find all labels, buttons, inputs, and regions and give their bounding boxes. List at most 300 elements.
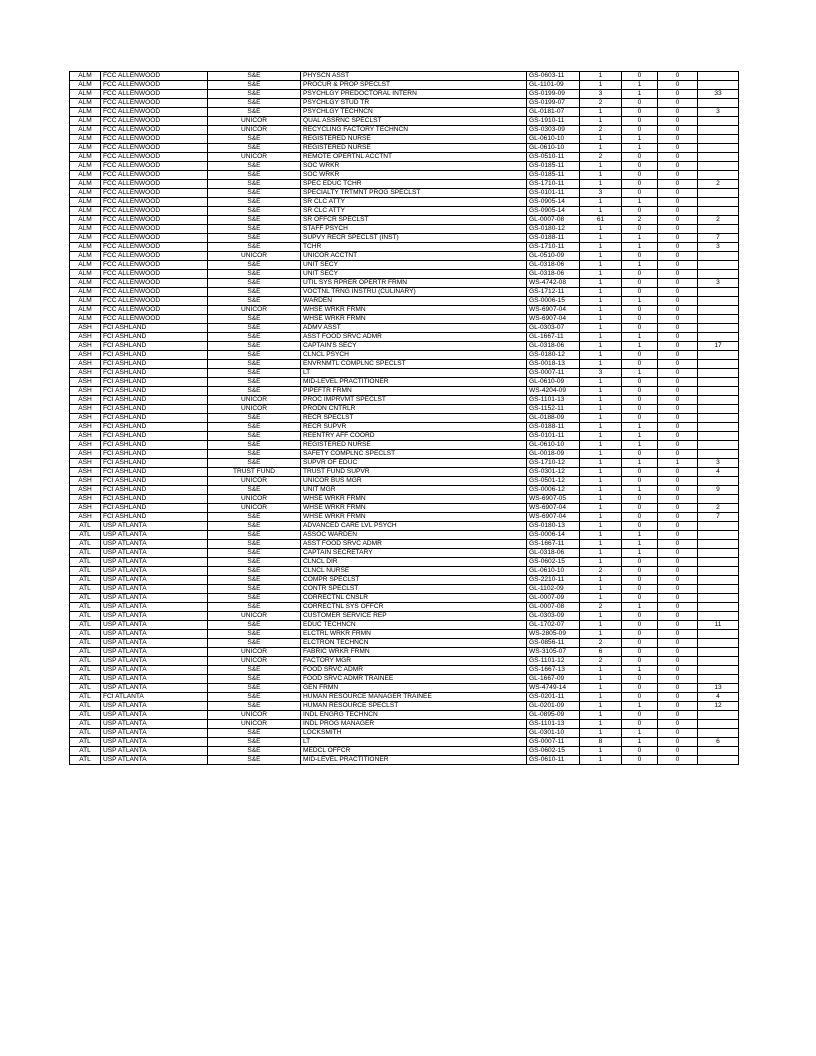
count-d-cell [698,477,739,486]
grade-cell: GS-0603-11 [527,72,580,81]
position-title-cell: TRUST FUND SUPVR [301,468,527,477]
count-d-cell [698,630,739,639]
count-b-cell: 0 [622,279,658,288]
count-b-cell: 1 [622,81,658,90]
count-d-cell: 2 [698,180,739,189]
count-a-cell: 1 [580,396,622,405]
count-d-cell: 4 [698,693,739,702]
count-a-cell: 1 [580,198,622,207]
grade-cell: GL-0895-09 [527,711,580,720]
count-a-cell: 1 [580,387,622,396]
count-a-cell: 1 [580,702,622,711]
fund-type-cell: S&E [208,90,301,99]
count-c-cell: 0 [658,297,698,306]
count-d-cell: 12 [698,702,739,711]
count-a-cell: 1 [580,729,622,738]
count-d-cell [698,558,739,567]
location-code-cell: ASH [70,441,101,450]
institution-cell: FCI ASHLAND [101,450,208,459]
fund-type-cell: S&E [208,342,301,351]
grade-cell: GL-0318-06 [527,342,580,351]
count-d-cell [698,666,739,675]
fund-type-cell: S&E [208,576,301,585]
institution-cell: FCI ASHLAND [101,513,208,522]
count-a-cell: 1 [580,630,622,639]
grade-cell: GS-1101-12 [527,657,580,666]
count-a-cell: 1 [580,558,622,567]
count-a-cell: 1 [580,531,622,540]
count-c-cell: 0 [658,567,698,576]
count-a-cell: 1 [580,711,622,720]
table-row [70,99,739,108]
location-code-cell: ATL [70,612,101,621]
count-b-cell: 0 [622,207,658,216]
count-a-cell: 1 [580,180,622,189]
count-b-cell: 0 [622,711,658,720]
count-b-cell: 1 [622,738,658,747]
fund-type-cell: S&E [208,567,301,576]
location-code-cell: ALM [70,162,101,171]
table-row [70,315,739,324]
table-row [70,702,739,711]
institution-cell: FCI ASHLAND [101,333,208,342]
count-d-cell [698,333,739,342]
fund-type-cell: UNICOR [208,477,301,486]
institution-cell: FCC ALLENWOOD [101,234,208,243]
count-d-cell [698,72,739,81]
count-d-cell [698,369,739,378]
grade-cell: WS-4204-09 [527,387,580,396]
count-a-cell: 1 [580,468,622,477]
institution-cell: FCC ALLENWOOD [101,216,208,225]
location-code-cell: ASH [70,495,101,504]
position-title-cell: LT [301,738,527,747]
fund-type-cell: S&E [208,738,301,747]
institution-cell: FCC ALLENWOOD [101,207,208,216]
count-d-cell: 11 [698,621,739,630]
grade-cell: GS-1152-11 [527,405,580,414]
count-b-cell: 0 [622,351,658,360]
position-title-cell: MID-LEVEL PRACTITIONER [301,378,527,387]
institution-cell: USP ATLANTA [101,738,208,747]
count-d-cell [698,126,739,135]
location-code-cell: ALM [70,261,101,270]
count-b-cell: 0 [622,306,658,315]
fund-type-cell: S&E [208,684,301,693]
count-b-cell: 0 [622,405,658,414]
location-code-cell: ATL [70,549,101,558]
count-d-cell [698,432,739,441]
institution-cell: USP ATLANTA [101,549,208,558]
count-a-cell: 1 [580,459,622,468]
institution-cell: USP ATLANTA [101,540,208,549]
count-b-cell: 1 [622,666,658,675]
table-row [70,90,739,99]
location-code-cell: ALM [70,207,101,216]
institution-cell: FCI ASHLAND [101,468,208,477]
count-d-cell [698,396,739,405]
count-a-cell: 1 [580,576,622,585]
count-c-cell: 0 [658,432,698,441]
location-code-cell: ALM [70,90,101,99]
position-title-cell: UNICOR ACCTNT [301,252,527,261]
count-d-cell [698,297,739,306]
count-b-cell: 0 [622,72,658,81]
table-row [70,297,739,306]
count-b-cell: 1 [622,333,658,342]
position-title-cell: REGISTERED NURSE [301,144,527,153]
position-title-cell: CAPTAIN SECRETARY [301,549,527,558]
grade-cell: GS-1101-13 [527,720,580,729]
count-d-cell [698,639,739,648]
count-a-cell: 2 [580,639,622,648]
count-c-cell: 0 [658,747,698,756]
count-b-cell: 0 [622,675,658,684]
count-a-cell: 1 [580,252,622,261]
count-b-cell: 0 [622,756,658,765]
table-row [70,126,739,135]
institution-cell: FCC ALLENWOOD [101,180,208,189]
count-b-cell: 1 [622,441,658,450]
institution-cell: FCI ASHLAND [101,441,208,450]
count-b-cell: 0 [622,126,658,135]
institution-cell: FCC ALLENWOOD [101,72,208,81]
grade-cell: GS-0185-11 [527,171,580,180]
table-row [70,414,739,423]
count-a-cell: 1 [580,540,622,549]
location-code-cell: ALM [70,225,101,234]
table-row [70,72,739,81]
count-d-cell [698,522,739,531]
location-code-cell: ALM [70,252,101,261]
fund-type-cell: S&E [208,162,301,171]
count-b-cell: 0 [622,270,658,279]
fund-type-cell: UNICOR [208,405,301,414]
fund-type-cell: S&E [208,216,301,225]
count-d-cell [698,171,739,180]
position-title-cell: ASSOC WARDEN [301,531,527,540]
grade-cell: GL-0610-10 [527,441,580,450]
position-title-cell: EDUC TECHNCN [301,621,527,630]
fund-type-cell: S&E [208,594,301,603]
position-title-cell: GEN FRMN [301,684,527,693]
table-row [70,198,739,207]
table-row [70,684,739,693]
table-row [70,378,739,387]
count-d-cell [698,657,739,666]
grade-cell: GS-1710-11 [527,180,580,189]
position-title-cell: CAPTAIN'S SECY [301,342,527,351]
position-title-cell: CORRECTNL CNSLR [301,594,527,603]
institution-cell: FCC ALLENWOOD [101,297,208,306]
table-row [70,360,739,369]
fund-type-cell: S&E [208,414,301,423]
fund-type-cell: S&E [208,585,301,594]
fund-type-cell: UNICOR [208,117,301,126]
location-code-cell: ASH [70,468,101,477]
position-title-cell: SPECIALTY TRTMNT PROG SPECLST [301,189,527,198]
count-c-cell: 0 [658,216,698,225]
institution-cell: FCC ALLENWOOD [101,153,208,162]
institution-cell: FCC ALLENWOOD [101,288,208,297]
count-b-cell: 0 [622,567,658,576]
count-a-cell: 1 [580,333,622,342]
count-d-cell [698,288,739,297]
count-c-cell: 0 [658,441,698,450]
fund-type-cell: S&E [208,540,301,549]
count-c-cell: 0 [658,351,698,360]
count-d-cell [698,414,739,423]
fund-type-cell: S&E [208,207,301,216]
count-d-cell: 4 [698,468,739,477]
position-title-cell: PHYSCN ASST [301,72,527,81]
fund-type-cell: UNICOR [208,495,301,504]
grade-cell: GS-0905-14 [527,198,580,207]
count-d-cell [698,711,739,720]
count-d-cell: 33 [698,90,739,99]
count-b-cell: 1 [622,342,658,351]
grade-cell: GL-0318-06 [527,270,580,279]
count-a-cell: 1 [580,324,622,333]
grade-cell: GS-0199-09 [527,90,580,99]
location-code-cell: ASH [70,432,101,441]
count-d-cell [698,405,739,414]
position-title-cell: INDL ENGRG TECHNCN [301,711,527,720]
count-a-cell: 1 [580,450,622,459]
count-d-cell [698,531,739,540]
count-b-cell: 0 [622,468,658,477]
count-a-cell: 1 [580,351,622,360]
grade-cell: GS-0007-11 [527,369,580,378]
institution-cell: FCC ALLENWOOD [101,108,208,117]
fund-type-cell: S&E [208,297,301,306]
count-b-cell: 1 [622,135,658,144]
count-d-cell [698,162,739,171]
location-code-cell: ATL [70,594,101,603]
grade-cell: GL-0303-09 [527,612,580,621]
count-d-cell [698,153,739,162]
count-c-cell: 0 [658,162,698,171]
position-title-cell: RECR SUPVR [301,423,527,432]
count-d-cell [698,189,739,198]
count-a-cell: 1 [580,693,622,702]
institution-cell: FCC ALLENWOOD [101,270,208,279]
count-b-cell: 0 [622,504,658,513]
location-code-cell: ALM [70,81,101,90]
count-c-cell: 0 [658,126,698,135]
count-a-cell: 1 [580,108,622,117]
count-c-cell: 0 [658,729,698,738]
institution-cell: USP ATLANTA [101,576,208,585]
table-row [70,324,739,333]
count-c-cell: 0 [658,369,698,378]
count-c-cell: 0 [658,558,698,567]
grade-cell: GS-0303-09 [527,126,580,135]
fund-type-cell: S&E [208,180,301,189]
fund-type-cell: S&E [208,675,301,684]
location-code-cell: ASH [70,351,101,360]
position-title-cell: SPEC EDUC TCHR [301,180,527,189]
count-a-cell: 1 [580,306,622,315]
fund-type-cell: S&E [208,450,301,459]
count-c-cell: 0 [658,585,698,594]
count-a-cell: 1 [580,234,622,243]
position-title-cell: FACTORY MGR [301,657,527,666]
count-c-cell: 0 [658,144,698,153]
count-b-cell: 0 [622,684,658,693]
position-title-cell: ASST FOOD SRVC ADMR [301,333,527,342]
position-title-cell: REMOTE OPERTNL ACCTNT [301,153,527,162]
count-c-cell: 0 [658,180,698,189]
position-title-cell: SOC WRKR [301,171,527,180]
location-code-cell: ATL [70,738,101,747]
count-a-cell: 2 [580,99,622,108]
location-code-cell: ALM [70,216,101,225]
count-b-cell: 0 [622,396,658,405]
count-a-cell: 2 [580,603,622,612]
table-row [70,369,739,378]
grade-cell: GS-1710-12 [527,459,580,468]
count-a-cell: 2 [580,567,622,576]
table-row [70,162,739,171]
count-a-cell: 1 [580,207,622,216]
location-code-cell: ATL [70,522,101,531]
location-code-cell: ALM [70,180,101,189]
table-row [70,189,739,198]
position-title-cell: ADMV ASST [301,324,527,333]
fund-type-cell: S&E [208,441,301,450]
count-c-cell: 0 [658,477,698,486]
count-d-cell: 9 [698,486,739,495]
count-d-cell [698,594,739,603]
count-c-cell: 0 [658,504,698,513]
count-d-cell: 6 [698,738,739,747]
grade-cell: GS-1101-13 [527,396,580,405]
fund-type-cell: UNICOR [208,504,301,513]
location-code-cell: ATL [70,702,101,711]
fund-type-cell: UNICOR [208,720,301,729]
count-a-cell: 1 [580,756,622,765]
fund-type-cell: S&E [208,72,301,81]
count-a-cell: 2 [580,126,622,135]
grade-cell: WS-6907-04 [527,315,580,324]
institution-cell: FCI ATLANTA [101,693,208,702]
count-d-cell [698,324,739,333]
count-a-cell: 1 [580,261,622,270]
position-title-cell: WARDEN [301,297,527,306]
location-code-cell: ALM [70,243,101,252]
table-row [70,531,739,540]
count-d-cell [698,144,739,153]
count-c-cell: 0 [658,513,698,522]
table-row [70,225,739,234]
count-a-cell: 1 [580,666,622,675]
count-d-cell [698,117,739,126]
grade-cell: GL-0610-10 [527,567,580,576]
location-code-cell: ATL [70,729,101,738]
grade-cell: GS-0180-13 [527,522,580,531]
table-row [70,117,739,126]
count-a-cell: 1 [580,432,622,441]
count-b-cell: 0 [622,558,658,567]
location-code-cell: ALM [70,279,101,288]
table-row [70,657,739,666]
position-title-cell: ELCTRON TECHNCN [301,639,527,648]
fund-type-cell: S&E [208,531,301,540]
position-title-cell: ENVRNMTL COMPLNC SPECLST [301,360,527,369]
position-title-cell: SUPVR OF EDUC [301,459,527,468]
fund-type-cell: UNICOR [208,612,301,621]
table-row [70,351,739,360]
location-code-cell: ATL [70,675,101,684]
count-a-cell: 1 [580,225,622,234]
count-c-cell: 0 [658,270,698,279]
location-code-cell: ATL [70,720,101,729]
table-row [70,441,739,450]
count-b-cell: 0 [622,612,658,621]
count-d-cell [698,450,739,459]
table-row [70,585,739,594]
count-d-cell [698,747,739,756]
count-b-cell: 0 [622,252,658,261]
count-a-cell: 1 [580,279,622,288]
fund-type-cell: S&E [208,639,301,648]
fund-type-cell: S&E [208,756,301,765]
location-code-cell: ALM [70,234,101,243]
institution-cell: FCI ASHLAND [101,504,208,513]
location-code-cell: ALM [70,99,101,108]
location-code-cell: ASH [70,333,101,342]
institution-cell: USP ATLANTA [101,675,208,684]
position-title-cell: UTIL SYS RPRER OPERTR FRMN [301,279,527,288]
count-a-cell: 1 [580,477,622,486]
count-d-cell [698,576,739,585]
position-title-cell: CONTR SPECLST [301,585,527,594]
institution-cell: FCC ALLENWOOD [101,306,208,315]
count-b-cell: 0 [622,108,658,117]
institution-cell: USP ATLANTA [101,702,208,711]
location-code-cell: ATL [70,576,101,585]
table-row [70,567,739,576]
table-row [70,306,739,315]
position-title-cell: FABRIC WRKR FRMN [301,648,527,657]
location-code-cell: ATL [70,558,101,567]
fund-type-cell: S&E [208,549,301,558]
institution-cell: FCC ALLENWOOD [101,279,208,288]
fund-type-cell: S&E [208,270,301,279]
count-d-cell [698,135,739,144]
fund-type-cell: S&E [208,99,301,108]
table-row [70,621,739,630]
count-b-cell: 2 [622,216,658,225]
count-b-cell: 0 [622,495,658,504]
institution-cell: FCI ASHLAND [101,342,208,351]
grade-cell: GS-0201-11 [527,693,580,702]
count-c-cell: 0 [658,72,698,81]
count-b-cell: 0 [622,117,658,126]
grade-cell: GL-0318-06 [527,549,580,558]
position-title-cell: RECYCLING FACTORY TECHNCN [301,126,527,135]
count-a-cell: 1 [580,522,622,531]
count-b-cell: 0 [622,378,658,387]
institution-cell: USP ATLANTA [101,666,208,675]
count-c-cell: 0 [658,198,698,207]
count-c-cell: 0 [658,243,698,252]
table-row [70,612,739,621]
table-row [70,639,739,648]
count-a-cell: 1 [580,594,622,603]
position-title-cell: FOOD SRVC ADMR TRAINEE [301,675,527,684]
